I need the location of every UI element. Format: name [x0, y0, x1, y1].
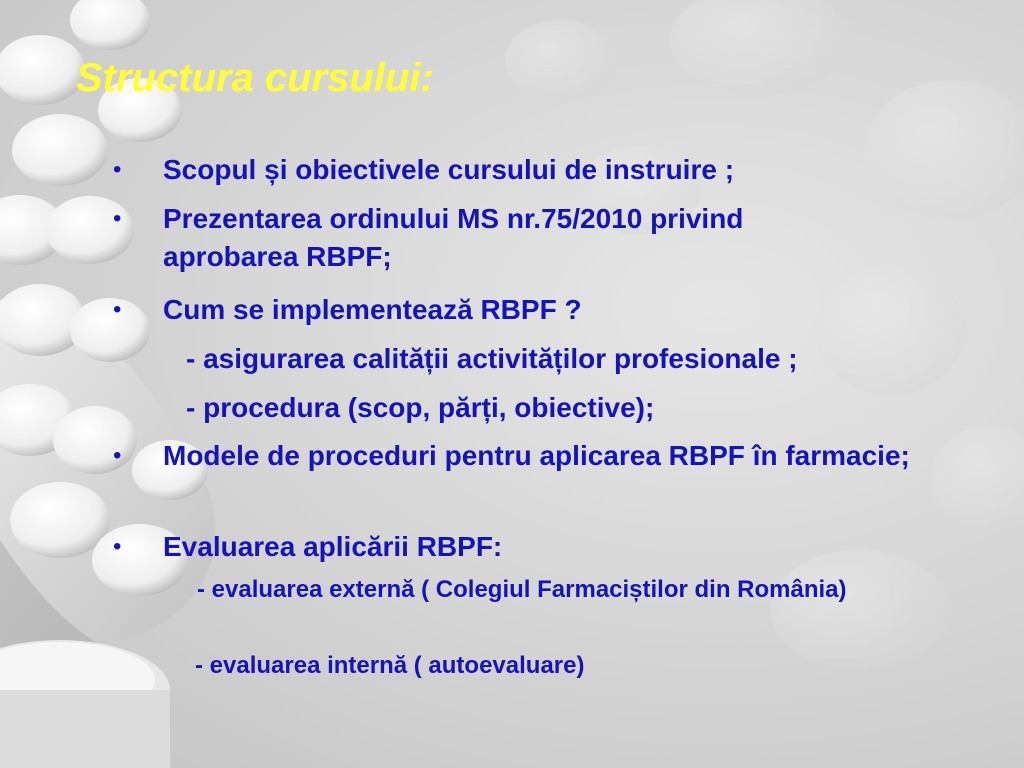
list-item: Cum se implementează RBPF ?	[163, 294, 582, 325]
bullet-dot: •	[113, 205, 122, 232]
bullet-dot: •	[113, 533, 122, 560]
list-item: Prezentarea ordinului MS nr.75/2010 privind aprobarea RBPF;	[163, 203, 744, 272]
slide-title: Structura cursului:	[76, 56, 434, 100]
bullet-dot: •	[113, 156, 122, 183]
list-item: Scopul și obiectivele cursului de instruire ;	[163, 154, 735, 185]
list-subitem: - procedura (scop, părți, obiective);	[186, 392, 655, 423]
list-item: Evaluarea aplicării RBPF:	[163, 531, 503, 562]
list-subitem: - evaluarea internă ( autoevaluare)	[195, 652, 585, 679]
bullet-dot: •	[113, 296, 122, 323]
list-item: Modele de proceduri pentru aplicarea RBPF în farmacie;	[163, 440, 910, 471]
list-subitem: - evaluarea externă ( Colegiul Farmaciștilor din România)	[197, 576, 847, 603]
bullet-dot: •	[113, 442, 122, 469]
list-subitem: - asigurarea calității activităților profesionale ;	[186, 343, 798, 374]
